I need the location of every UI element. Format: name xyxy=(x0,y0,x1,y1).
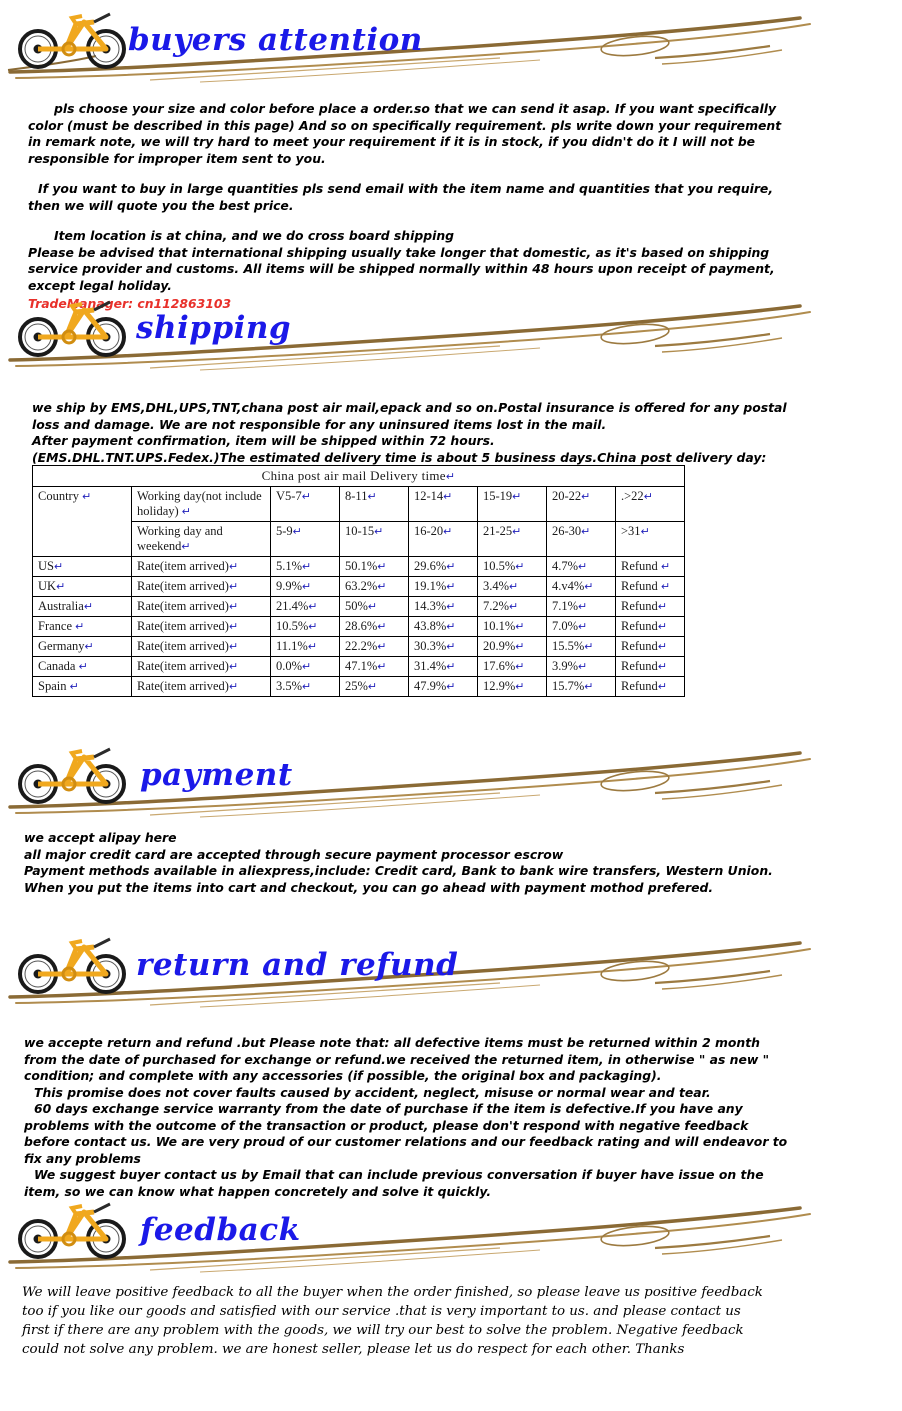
enter-mark-icon: ↵ xyxy=(446,681,456,693)
return-paragraph-4: We suggest buyer contact us by Email that can include previous conversation if buyer have issue on the item, so we can know what happen concretely and solve it quickly. xyxy=(24,1167,764,1199)
enter-mark-icon: ↵ xyxy=(367,491,377,503)
rate-cell: 3.4%↵ xyxy=(478,577,547,597)
table-header-row xyxy=(33,487,685,522)
enter-mark-icon: ↵ xyxy=(515,661,525,673)
swoosh-decoration-icon xyxy=(0,1190,902,1276)
rate-label-cell: Rate(item arrived)↵ xyxy=(132,617,271,637)
payment-paragraph-3: Payment methods available in aliexpress,include: Credit card, Bank to bank wire transfers, Western Union. When you put the items into cart and checkout, you can go ahead with payment mothod prefered. xyxy=(24,863,773,895)
country-cell: Spain ↵ xyxy=(33,677,132,697)
rate-cell: 20.9%↵ xyxy=(478,637,547,657)
enter-mark-icon: ↵ xyxy=(578,601,588,613)
enter-mark-icon: ↵ xyxy=(367,601,378,613)
enter-mark-icon: ↵ xyxy=(445,471,456,483)
enter-mark-icon: ↵ xyxy=(302,581,312,593)
rate-cell: 10.5%↵ xyxy=(478,557,547,577)
table-row xyxy=(33,657,685,677)
enter-mark-icon: ↵ xyxy=(377,561,387,573)
rate-cell: 5.1%↵ xyxy=(271,557,340,577)
header-country: Country ↵ xyxy=(33,487,132,557)
enter-mark-icon: ↵ xyxy=(228,581,239,593)
rate-cell: 12.9%↵ xyxy=(478,677,547,697)
enter-mark-icon: ↵ xyxy=(446,581,456,593)
enter-mark-icon: ↵ xyxy=(578,661,588,673)
enter-mark-icon: ↵ xyxy=(374,526,384,538)
enter-mark-icon: ↵ xyxy=(377,621,387,633)
enter-mark-icon: ↵ xyxy=(228,601,239,613)
return-paragraph-3: 60 days exchange service warranty from the date of purchase if the item is defective.If you have any problems with the outcome of the transaction or product, please don't respond with negative feedback before contact us. We are very proud of our customer relations and our feedback rating and will endeavor to fix any problems xyxy=(24,1101,788,1166)
enter-mark-icon: ↵ xyxy=(302,661,312,673)
rate-cell: 10.5%↵ xyxy=(271,617,340,637)
section-title-feedback: feedback xyxy=(140,1212,301,1248)
bicycle-icon xyxy=(14,1192,134,1262)
country-cell: Canada ↵ xyxy=(33,657,132,677)
rate-cell: Refund ↵ xyxy=(616,577,685,597)
country-cell: UK↵ xyxy=(33,577,132,597)
rate-cell: 9.9%↵ xyxy=(271,577,340,597)
enter-mark-icon: ↵ xyxy=(83,601,94,613)
section-title-payment: payment xyxy=(140,757,293,793)
enter-mark-icon: ↵ xyxy=(643,491,653,503)
enter-mark-icon: ↵ xyxy=(509,601,519,613)
rate-cell: 11.1%↵ xyxy=(271,637,340,657)
rate-cell: Refund↵ xyxy=(616,677,685,697)
rate-cell: 47.9%↵ xyxy=(409,677,478,697)
row-label-working-day-weekend: Working day and weekend↵ xyxy=(132,522,271,557)
range-cell: 16-20↵ xyxy=(409,522,478,557)
enter-mark-icon: ↵ xyxy=(443,491,453,503)
table-row xyxy=(33,637,685,657)
table-row xyxy=(33,617,685,637)
rate-cell: 7.2%↵ xyxy=(478,597,547,617)
table-caption-text: China post air mail Delivery time xyxy=(261,468,446,483)
rate-cell: Refund↵ xyxy=(616,617,685,637)
return-paragraph-1: we accepte return and refund .but Please note that: all defective items must be returned within 2 month from the date of purchased for exchange or refund.we received the returned item, in otherwise " as new " condition; and complete with any accessories (if possible, the original box and packaging). xyxy=(24,1035,770,1083)
enter-mark-icon: ↵ xyxy=(657,601,668,613)
enter-mark-icon: ↵ xyxy=(578,621,588,633)
enter-mark-icon: ↵ xyxy=(78,661,88,673)
bicycle-icon xyxy=(14,290,134,360)
table-row xyxy=(33,577,685,597)
enter-mark-icon: ↵ xyxy=(367,681,378,693)
rate-label-cell: Rate(item arrived)↵ xyxy=(132,597,271,617)
enter-mark-icon: ↵ xyxy=(657,681,668,693)
rate-cell: 28.6%↵ xyxy=(340,617,409,637)
enter-mark-icon: ↵ xyxy=(56,581,66,593)
rate-cell: 31.4%↵ xyxy=(409,657,478,677)
enter-mark-icon: ↵ xyxy=(69,681,79,693)
enter-mark-icon: ↵ xyxy=(657,621,668,633)
enter-mark-icon: ↵ xyxy=(53,561,64,573)
enter-mark-icon: ↵ xyxy=(446,601,456,613)
range-cell: 8-11↵ xyxy=(340,487,409,522)
enter-mark-icon: ↵ xyxy=(512,491,522,503)
rate-cell: 22.2%↵ xyxy=(340,637,409,657)
rate-cell: 43.8%↵ xyxy=(409,617,478,637)
enter-mark-icon: ↵ xyxy=(228,561,239,573)
rate-label-cell: Rate(item arrived)↵ xyxy=(132,677,271,697)
range-cell: 21-25↵ xyxy=(478,522,547,557)
rate-cell: Refund↵ xyxy=(616,597,685,617)
enter-mark-icon: ↵ xyxy=(446,561,456,573)
enter-mark-icon: ↵ xyxy=(512,526,522,538)
payment-body xyxy=(24,830,794,896)
range-cell: 10-15↵ xyxy=(340,522,409,557)
enter-mark-icon: ↵ xyxy=(308,601,318,613)
rate-cell: 25%↵ xyxy=(340,677,409,697)
table-row xyxy=(33,677,685,697)
bicycle-icon xyxy=(14,927,134,997)
enter-mark-icon: ↵ xyxy=(581,491,591,503)
enter-mark-icon: ↵ xyxy=(181,506,192,518)
enter-mark-icon: ↵ xyxy=(578,561,588,573)
enter-mark-icon: ↵ xyxy=(228,641,239,653)
range-cell: 20-22↵ xyxy=(547,487,616,522)
enter-mark-icon: ↵ xyxy=(307,641,318,653)
enter-mark-icon: ↵ xyxy=(584,581,594,593)
rate-cell: 0.0%↵ xyxy=(271,657,340,677)
enter-mark-icon: ↵ xyxy=(301,491,311,503)
rate-cell: 3.9%↵ xyxy=(547,657,616,677)
enter-mark-icon: ↵ xyxy=(660,581,671,593)
buyers-body xyxy=(28,101,784,313)
buyers-paragraph-4: Please be advised that international shipping usually take longer that domestic, as it's based on shipping service provider and customs. All items will be shipped normally within 48 hours upon receipt of payment, except legal holiday. xyxy=(28,244,775,293)
payment-paragraph-2: all major credit card are accepted through secure payment processor escrow xyxy=(24,846,564,862)
section-title-return: return and refund xyxy=(136,947,459,983)
rate-label-cell: Rate(item arrived)↵ xyxy=(132,557,271,577)
country-cell: Australia↵ xyxy=(33,597,132,617)
buyers-paragraph-3: Item location is at china, and we do cross board shipping xyxy=(54,228,455,243)
rate-cell: 4.v4%↵ xyxy=(547,577,616,597)
swoosh-decoration-icon xyxy=(0,735,902,821)
range-cell: 15-19↵ xyxy=(478,487,547,522)
enter-mark-icon: ↵ xyxy=(446,641,456,653)
enter-mark-icon: ↵ xyxy=(515,641,525,653)
shipping-body xyxy=(32,400,792,466)
enter-mark-icon: ↵ xyxy=(82,491,92,503)
range-cell: .>22↵ xyxy=(616,487,685,522)
shipping-paragraph-2: After payment confirmation, item will be shipped within 72 hours. xyxy=(32,433,495,448)
rate-cell: 29.6%↵ xyxy=(409,557,478,577)
rate-cell: 7.0%↵ xyxy=(547,617,616,637)
section-title-buyers: buyers attention xyxy=(128,22,423,58)
rate-cell: 17.6%↵ xyxy=(478,657,547,677)
range-cell: >31↵ xyxy=(616,522,685,557)
trade-manager-id: TradeManager: cn112863103 xyxy=(28,296,232,311)
enter-mark-icon: ↵ xyxy=(509,581,519,593)
rate-cell: 7.1%↵ xyxy=(547,597,616,617)
enter-mark-icon: ↵ xyxy=(446,661,456,673)
rate-label-cell: Rate(item arrived)↵ xyxy=(132,637,271,657)
rate-cell: 50%↵ xyxy=(340,597,409,617)
enter-mark-icon: ↵ xyxy=(660,561,671,573)
enter-mark-icon: ↵ xyxy=(308,621,318,633)
feedback-paragraph-1: We will leave positive feedback to all the buyer when the order finished, so please leave us positive feedback too if you like our goods and satisfied with our service .that is very important to us. and please contact us first if there are any problem with the goods, we will try our best to solve the problem. Negative feedback could not solve any problem. we are honest seller, please let us do respect for each other. Thanks xyxy=(22,1285,763,1358)
rate-cell: 14.3%↵ xyxy=(409,597,478,617)
delivery-time-table xyxy=(32,465,685,697)
table-row xyxy=(33,557,685,577)
buyers-paragraph-2: If you want to buy in large quantities pls send email with the item name and quantities that you require, then we will quote you the best price. xyxy=(28,181,774,213)
rate-cell: 10.1%↵ xyxy=(478,617,547,637)
rate-cell: 50.1%↵ xyxy=(340,557,409,577)
shipping-paragraph-3: (EMS.DHL.TNT.UPS.Fedex.)The estimated delivery time is about 5 business days.China post delivery day: xyxy=(32,449,767,465)
return-body xyxy=(24,1035,794,1200)
enter-mark-icon: ↵ xyxy=(302,681,312,693)
bicycle-icon xyxy=(14,2,134,72)
enter-mark-icon: ↵ xyxy=(443,526,453,538)
enter-mark-icon: ↵ xyxy=(302,561,312,573)
rate-cell: 15.5%↵ xyxy=(547,637,616,657)
country-cell: France ↵ xyxy=(33,617,132,637)
range-cell: 26-30↵ xyxy=(547,522,616,557)
buyers-paragraph-1: pls choose your size and color before place a order.so that we can send it asap. If you want specifically color (must be described in this page) And so on specifically requirement. pls write down your requirement in remark note, we will try hard to meet your requirement if it is in stock, if you didn't do it I will not be responsible for improper item sent to you. xyxy=(28,101,782,166)
country-cell: US↵ xyxy=(33,557,132,577)
shipping-paragraph-1: we ship by EMS,DHL,UPS,TNT,chana post air mail,epack and so on.Postal insurance is offered for any postal loss and damage. We are not responsible for any uninsured items lost in the mail. xyxy=(32,400,787,432)
rate-cell: 63.2%↵ xyxy=(340,577,409,597)
rate-cell: 3.5%↵ xyxy=(271,677,340,697)
enter-mark-icon: ↵ xyxy=(228,681,239,693)
rate-cell: 21.4%↵ xyxy=(271,597,340,617)
row-label-working-day: Working day(not include holiday) ↵ xyxy=(132,487,271,522)
payment-paragraph-1: we accept alipay here xyxy=(24,830,177,845)
enter-mark-icon: ↵ xyxy=(584,681,594,693)
enter-mark-icon: ↵ xyxy=(515,681,525,693)
enter-mark-icon: ↵ xyxy=(657,661,668,673)
enter-mark-icon: ↵ xyxy=(446,621,456,633)
rate-cell: Refund↵ xyxy=(616,657,685,677)
range-cell: 12-14↵ xyxy=(409,487,478,522)
enter-mark-icon: ↵ xyxy=(515,561,525,573)
enter-mark-icon: ↵ xyxy=(228,621,239,633)
enter-mark-icon: ↵ xyxy=(515,621,525,633)
enter-mark-icon: ↵ xyxy=(377,581,387,593)
rate-cell: Refund ↵ xyxy=(616,557,685,577)
feedback-body xyxy=(22,1283,772,1359)
enter-mark-icon: ↵ xyxy=(581,526,591,538)
enter-mark-icon: ↵ xyxy=(75,621,85,633)
range-cell: 5-9↵ xyxy=(271,522,340,557)
rate-cell: 30.3%↵ xyxy=(409,637,478,657)
rate-label-cell: Rate(item arrived)↵ xyxy=(132,577,271,597)
enter-mark-icon: ↵ xyxy=(181,541,191,553)
range-cell: V5-7↵ xyxy=(271,487,340,522)
rate-cell: 47.1%↵ xyxy=(340,657,409,677)
table-caption xyxy=(33,466,685,487)
enter-mark-icon: ↵ xyxy=(584,641,594,653)
enter-mark-icon: ↵ xyxy=(228,661,239,673)
country-cell: Germany↵ xyxy=(33,637,132,657)
bicycle-icon xyxy=(14,737,134,807)
enter-mark-icon: ↵ xyxy=(657,641,668,653)
section-title-shipping: shipping xyxy=(136,310,292,346)
return-paragraph-2: This promise does not cover faults caused by accident, neglect, misuse or normal wear and tear. xyxy=(34,1084,711,1100)
enter-mark-icon: ↵ xyxy=(377,661,387,673)
rate-cell: 4.7%↵ xyxy=(547,557,616,577)
enter-mark-icon: ↵ xyxy=(377,641,387,653)
table-row xyxy=(33,597,685,617)
delivery-time-table-wrap xyxy=(32,465,685,697)
rate-label-cell: Rate(item arrived)↵ xyxy=(132,657,271,677)
rate-cell: Refund↵ xyxy=(616,637,685,657)
table-caption-row xyxy=(33,466,685,487)
enter-mark-icon: ↵ xyxy=(640,526,650,538)
rate-cell: 19.1%↵ xyxy=(409,577,478,597)
enter-mark-icon: ↵ xyxy=(292,526,302,538)
rate-cell: 15.7%↵ xyxy=(547,677,616,697)
enter-mark-icon: ↵ xyxy=(84,641,94,653)
